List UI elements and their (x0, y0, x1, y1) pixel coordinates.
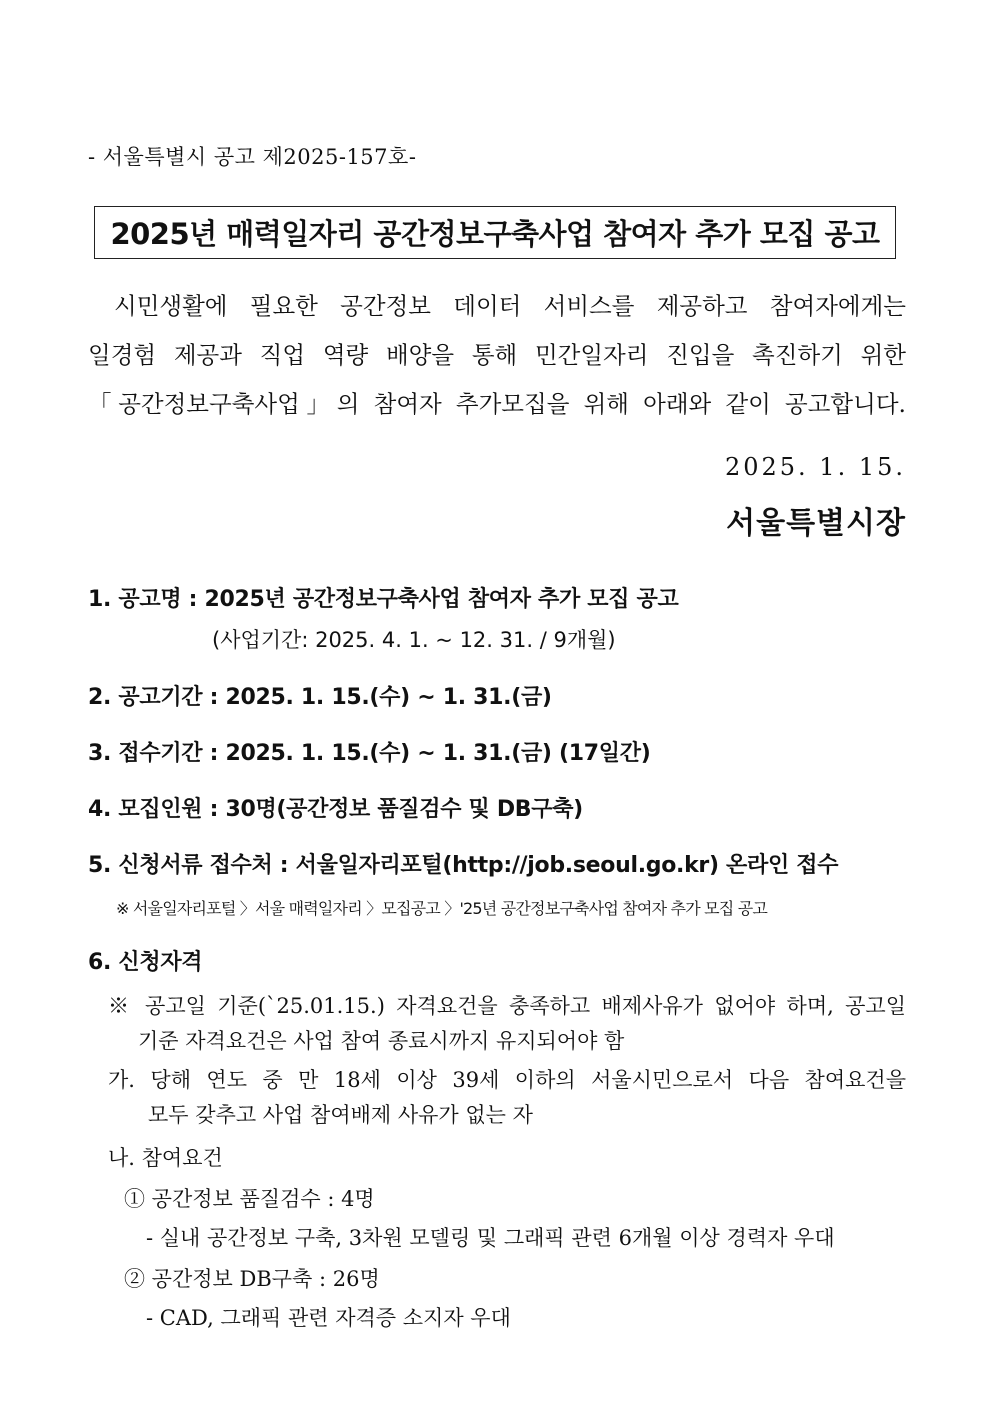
requirement-1: ① 공간정보 품질검수 : 4명 (124, 1187, 375, 1211)
requirement-1-detail: - 실내 공간정보 구축, 3차원 모델링 및 그래픽 관련 6개월 이상 경력자 우대 (146, 1226, 835, 1250)
issuer: 서울특별시장 (726, 506, 906, 541)
item-application-period: 3. 접수기간 : 2025. 1. 15.(수) ~ 1. 31.(금) (17일간) (88, 741, 651, 766)
notice-date: 2025. 1. 15. (724, 453, 906, 481)
item-business-period: (사업기간: 2025. 4. 1. ~ 12. 31. / 9개월) (212, 628, 616, 652)
qualification-a-line-2: 모두 갖추고 사업 참여배제 사유가 없는 자 (148, 1103, 533, 1127)
qualification-note-line-1: ※ 공고일 기준(`25.01.15.) 자격요건을 충족하고 배제사유가 없어야 하며, 공고일 (108, 994, 906, 1018)
qualification-a-line-1: 가. 당해 연도 중 만 18세 이상 39세 이하의 서울시민으로서 다음 참여요건을 (108, 1068, 906, 1092)
item-application-place: 5. 신청서류 접수처 : 서울일자리포털(http://job.seoul.go.kr) 온라인 접수 (88, 853, 839, 878)
qualification-b: 나. 참여요건 (108, 1146, 223, 1170)
intro-line-1: 시민생활에 필요한 공간정보 데이터 서비스를 제공하고 참여자에게는 (114, 292, 906, 320)
title-box (94, 206, 896, 259)
qualification-note-line-2: 기준 자격요건은 사업 참여 종료시까지 유지되어야 함 (138, 1029, 625, 1053)
item-recruit-count: 4. 모집인원 : 30명(공간정보 품질검수 및 DB구축) (88, 797, 583, 822)
document-title: 2025년 매력일자리 공간정보구축사업 참여자 추가 모집 공고 (110, 217, 880, 251)
requirement-2: ② 공간정보 DB구축 : 26명 (124, 1267, 380, 1291)
item-application-path-note: ※ 서울일자리포털 〉서울 매력일자리 〉모집공고 〉'25년 공간정보구축사업 참여자 추가 모집 공고 (116, 899, 768, 918)
item-notice-period: 2. 공고기간 : 2025. 1. 15.(수) ~ 1. 31.(금) (88, 685, 552, 710)
intro-line-2: 일경험 제공과 직업 역량 배양을 통해 민간일자리 진입을 촉진하기 위한 (88, 341, 906, 369)
item-notice-name: 1. 공고명 : 2025년 공간정보구축사업 참여자 추가 모집 공고 (88, 587, 679, 612)
intro-line-3: 「공간정보구축사업」의 참여자 추가모집을 위해 아래와 같이 공고합니다. (88, 390, 906, 418)
item-qualification-heading: 6. 신청자격 (88, 950, 203, 975)
requirement-2-detail: - CAD, 그래픽 관련 자격증 소지자 우대 (146, 1306, 511, 1330)
notice-number: - 서울특별시 공고 제2025-157호- (88, 145, 417, 169)
